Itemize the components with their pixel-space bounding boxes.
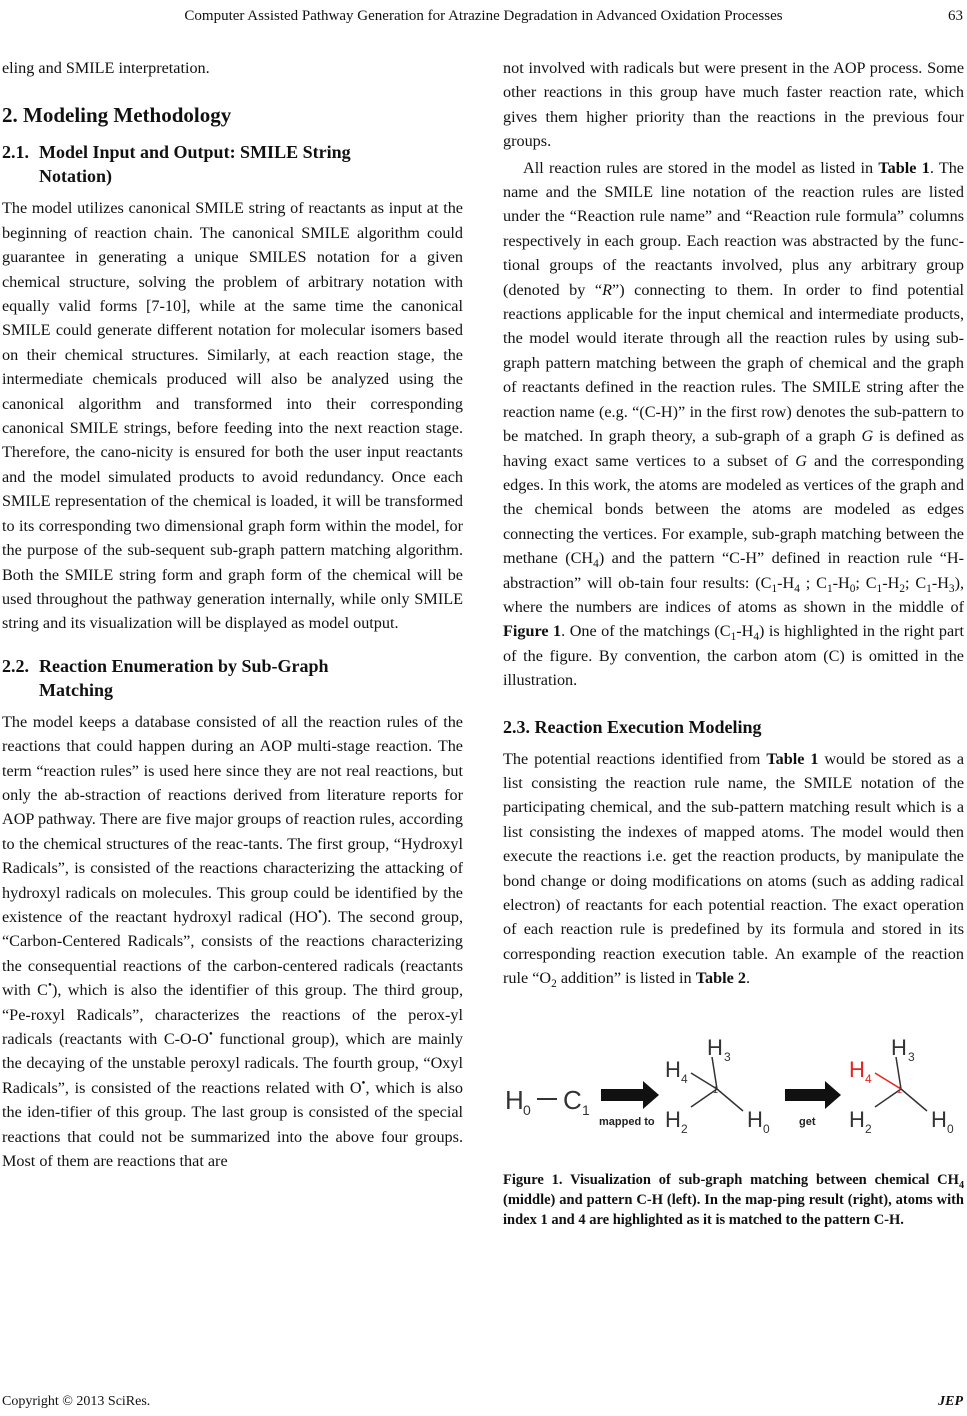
- section-2-1-title-line2: Notation): [39, 166, 112, 187]
- text-run: . One of the matchings (C: [561, 622, 731, 641]
- table-2-reference: Table 2: [695, 969, 746, 988]
- subscript: 1: [771, 582, 778, 595]
- subscript: 4: [958, 1179, 964, 1191]
- text-run: addition” is listed in: [556, 969, 696, 988]
- h3-atom: H: [891, 1034, 907, 1060]
- radical-dot: •: [317, 906, 322, 919]
- bond-c1-h0: [901, 1089, 927, 1111]
- text-run: -H: [777, 573, 795, 592]
- section-2-3-heading: 2.3. Reaction Execution Modeling: [503, 716, 762, 737]
- pattern-c-h: [505, 1085, 590, 1118]
- section-2-2-paragraph: [2, 710, 463, 1174]
- r-symbol: R: [602, 280, 613, 299]
- text-run: . The name and the SMILE line notation of the reaction rules are listed under the “Reaction rule name” and “Reaction rule formula” columns respectively in each group. Each reaction was abstracted by the func-tional groups of the reactants involved, plus any arbitrary group (denoted by “: [503, 158, 964, 299]
- text-run: ”) connecting to them. In order to find potential reactions applicable for the input chemical and intermediate products, the model would iterate through all the reaction rules by using sub-graph pattern matching between the graph of chemical and the graph of reactants defined in the reaction rules. The SMILE string after the reaction name (e.g. “(C-H)” in the first row) denotes the sub-pattern to be matched. In graph theory, a sub-graph of a graph: [503, 280, 964, 446]
- section-2-2-title-line1: Reaction Enumeration by Sub-Graph: [39, 655, 329, 676]
- radical-dot: •: [208, 1028, 213, 1041]
- h3-index: 3: [724, 1049, 731, 1064]
- arrow-shape: [601, 1081, 659, 1109]
- highlighted-h4-atom: H: [849, 1056, 865, 1082]
- text-run: ), where the numbers are indices of atoms as shown in the middle of: [503, 573, 965, 616]
- subscript: 2: [551, 978, 557, 991]
- text-run: ; C: [799, 573, 827, 592]
- text-run: ). The second group, “Carbon-Centered Radicals”, consists of the reactions characterizing the consequential reactions of the carbon-centered radicals (reactants with C: [2, 907, 463, 1000]
- subscript: 4: [753, 631, 760, 644]
- text-run: would be stored as a list consisting the reaction rule name, the SMILE notation of the participating chemical, and the sub-pattern matching result which is a list consisting the indexes of mapped atoms. The model would then execute the reactions i.e. get the reaction products, by manipulate the bond change or doing modifications on atoms (such as adding radical electron) of reactants for each potential reaction. The exact operation of each reaction rule is predefined by its formula and stored in its corresponding reaction execution table. An example of the reaction rule “O: [503, 749, 965, 988]
- subscript: 1: [876, 582, 883, 595]
- subscript: 2: [899, 582, 905, 595]
- section-2-1-heading: [2, 140, 463, 188]
- subscript: 1: [926, 582, 932, 595]
- section-2-1-number: 2.1.: [2, 142, 29, 163]
- text-run: -H: [931, 573, 949, 592]
- subscript: 3: [948, 582, 955, 595]
- text-run: Figure 1. Visualization of sub-graph matching between chemical CH: [503, 1172, 959, 1189]
- sub-graph-matching-diagram: [503, 1031, 964, 1141]
- h0-atom: H: [747, 1106, 763, 1132]
- text-run: , which is also the iden-tifier of this group. The last group is consisted of the special reactions that could not be summarized into the above four groups. Most of them are reactions that are: [2, 1078, 463, 1171]
- g-symbol: G: [795, 451, 807, 470]
- section-2-3-paragraph: [503, 747, 964, 991]
- page-number: 63: [948, 8, 963, 24]
- mapping-result-graph: [849, 1035, 954, 1136]
- h0-atom: H: [931, 1106, 947, 1132]
- h2-index: 2: [865, 1121, 872, 1136]
- text-run: functional group), which are mainly the decaying of the unstable peroxyl radicals. The fourth group, “Oxyl Radicals”, is consisted of the reactions related with O: [2, 1030, 464, 1097]
- g-symbol: G: [861, 427, 874, 446]
- bond-c1-h0: [717, 1089, 743, 1111]
- reaction-rules-paragraph: [503, 156, 964, 693]
- text-run: All reaction rules are stored in the model as listed in: [523, 158, 879, 177]
- h2-atom: H: [849, 1106, 865, 1132]
- text-run: -H: [832, 573, 850, 592]
- subscript: 1: [730, 631, 737, 644]
- subscript: 0: [849, 582, 856, 595]
- text-run: ) and the pattern “C-H” defined in reaction rule “H-abstraction” will ob-tain four results: (C: [503, 549, 964, 592]
- subscript: 4: [593, 558, 599, 571]
- highlighted-carbon-index-1: 1: [897, 1084, 903, 1095]
- text-run: -H: [736, 622, 754, 641]
- mapped-to-label: mapped to: [599, 1115, 655, 1128]
- figure-1-reference: Figure 1: [503, 622, 562, 641]
- text-run: .: [745, 969, 750, 988]
- carbon-index-1: 1: [713, 1084, 719, 1095]
- running-title: Computer Assisted Pathway Generation for Atrazine Degradation in Advanced Oxidation Processes: [184, 8, 783, 24]
- pattern-c-index: 1: [582, 1101, 590, 1118]
- radical-dot: •: [361, 1077, 366, 1090]
- journal-abbreviation: JEP: [938, 1394, 963, 1409]
- h0-index: 0: [763, 1121, 770, 1136]
- text-run: ; C: [904, 573, 927, 592]
- get-label: get: [799, 1115, 816, 1128]
- text-run: is defined as having exact same vertices to a subset of: [503, 427, 965, 470]
- h4-atom: H: [665, 1056, 681, 1082]
- highlighted-h4-index: 4: [865, 1071, 872, 1086]
- text-run: -H: [882, 573, 900, 592]
- h3-atom: H: [707, 1034, 723, 1060]
- radical-dot: •: [47, 979, 52, 992]
- lead-text: eling and SMILE interpretation.: [2, 59, 210, 77]
- section-2-2-number: 2.2.: [2, 655, 29, 676]
- section-2-1-paragraph: The model utilizes canonical SMILE string of reactants as input at the beginning of reaction chain. The canonical SMILE algorithm could guarantee in generating a unique SMILES notation for a given chemical structure, solving the problem of arbitrary notation with equally valid forms [7-10], while at the same time the canonical SMILE could generate different notation for molecular isomers based on their chemical structures. Similarly, at each reaction stage, the intermediate chemicals produced will also be analyzed using the canonical algorithm and transformed into their corresponding canonical SMILE strings, before feeding into the next reaction stage. Therefore, the cano-nicity is ensured for both the user input reactants and the model simulated products to avoid redundancy. Once each SMILE representation of the chemical is loaded, it will be transformed to its corresponding two dimensional graph form within the model, for the purpose of the sub-sequent sub-graph pattern matching algorithm. Both the SMILE string form and graph form of the chemical will be used throughout the pathway generation internally, while only SMILE string and its visualization will be displayed as model output.: [2, 199, 463, 633]
- pattern-h-atom: H: [505, 1084, 524, 1115]
- text-run: ; C: [855, 573, 877, 592]
- figure-1: [503, 1031, 964, 1229]
- continued-paragraph: not involved with radicals but were present in the AOP process. Some other reactions in this group have much faster reaction rate, which gives them higher priority than the reactions in the previous four groups.: [503, 59, 964, 151]
- h3-index: 3: [908, 1049, 915, 1064]
- methane-graph: [665, 1035, 770, 1136]
- h2-atom: H: [665, 1106, 681, 1132]
- subscript: 1: [826, 582, 833, 595]
- table-1-reference: Table 1: [878, 158, 930, 177]
- section-2-heading: 2. Modeling Methodology: [2, 103, 232, 128]
- subscript: 4: [794, 582, 800, 595]
- pattern-c-atom: C: [563, 1084, 582, 1115]
- h4-index: 4: [681, 1071, 688, 1086]
- text-run: The potential reactions identified from: [503, 749, 767, 768]
- mapped-to-arrow: [599, 1081, 659, 1128]
- page-footer: [0, 1394, 967, 1414]
- h0-index: 0: [947, 1121, 954, 1136]
- text-run: ), which is also the identifier of this group. The third group, “Pe-roxyl Radicals”, characterizes the reactions of the perox-yl radicals (reactants with C-O-O: [2, 981, 464, 1048]
- section-2-2-heading: [2, 654, 463, 702]
- text-run: and the corresponding edges. In this work, the atoms are modeled as vertices of the graph and the chemical bonds between the atoms are modeled as edges connecting the vertices. For example, sub-graph matching between the methane (CH: [503, 451, 964, 568]
- running-header: [0, 6, 967, 26]
- arrow-shape: [785, 1081, 841, 1109]
- left-column: [2, 56, 463, 1173]
- copyright-notice: Copyright © 2013 SciRes.: [2, 1394, 151, 1409]
- get-arrow: [785, 1081, 841, 1128]
- figure-1-caption: [503, 1170, 964, 1230]
- section-2-1-title-line1: Model Input and Output: SMILE String: [39, 142, 351, 163]
- table-1-reference: Table 1: [766, 749, 819, 768]
- right-column: [503, 56, 965, 1229]
- pattern-h-index: 0: [523, 1101, 531, 1118]
- text-run: The model keeps a database consisted of all the reaction rules of the reactions that could happen during an AOP multi-stage reaction. The term “reaction rules” is used here since they are not real reactions, but only the ab-straction of reactions derived from literature reports for AOP pathway. There are five major groups of reaction rules, according to the chemical structures of the reac-tants. The first group, “Hydroxyl Radicals”, is consisted of the reactions characterizing the attacking of hydroxyl radicals on molecules. This group could be identified by the existence of the reactant hydroxyl radical (HO: [2, 712, 463, 926]
- h2-index: 2: [681, 1121, 688, 1136]
- text-run: ) is highlighted in the right part of the figure. By convention, the carbon atom (C) is omitted in the illustration.: [503, 622, 965, 690]
- section-2-2-title-line2: Matching: [39, 679, 113, 700]
- text-run: (middle) and pattern C-H (left). In the map-ping result (right), atoms with index 1 and 4 are highlighted as it is matched to the pattern C-H.: [503, 1192, 964, 1229]
